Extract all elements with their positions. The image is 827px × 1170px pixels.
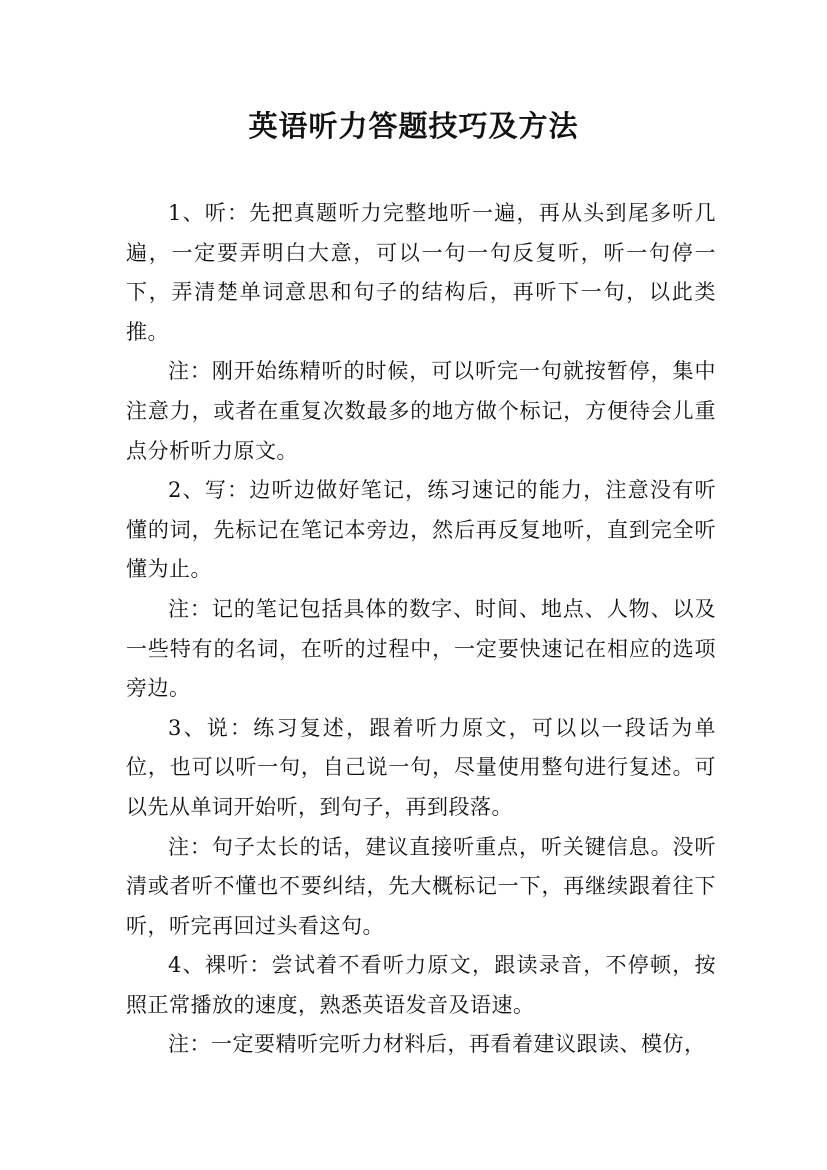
- paragraph-write: 2、写：边听边做好笔记，练习速记的能力，注意没有听懂的词，先标记在笔记本旁边，然后再反复地听，直到完全听懂为止。: [126, 478, 716, 582]
- paragraph-speak: 3、说：练习复述，跟着听力原文，可以以一段话为单位，也可以听一句，自己说一句，尽量使用整句进行复述。可以先从单词开始听，到句子，再到段落。: [126, 715, 716, 819]
- paragraph-listen: 1、听：先把真题听力完整地听一遍，再从头到尾多听几遍，一定要弄明白大意，可以一句一句反复听，听一句停一下，弄清楚单词意思和句子的结构后，再听下一句，以此类推。: [126, 201, 716, 344]
- document-body: [126, 194, 716, 1065]
- paragraph-speak-note: 注：句子太长的话，建议直接听重点，听关键信息。没听清或者听不懂也不要纠结，先大概标记一下，再继续跟着往下听，听完再回过头看这句。: [126, 834, 716, 938]
- document-title: 英语听力答题技巧及方法: [248, 109, 579, 143]
- paragraph-write-note: 注：记的笔记包括具体的数字、时间、地点、人物、以及一些特有的名词，在听的过程中，一定要快速记在相应的选项旁边。: [126, 596, 716, 701]
- paragraph-bare-listen: 4、裸听：尝试着不看听力原文，跟读录音，不停顿，按照正常播放的速度，熟悉英语发音及语速。: [126, 953, 716, 1017]
- paragraph-listen-note: 注：刚开始练精听的时候，可以听完一句就按暂停，集中注意力，或者在重复次数最多的地方做个标记，方便待会儿重点分析听力原文。: [126, 359, 716, 463]
- paragraph-bare-listen-note: 注：一定要精听完听力材料后，再看着建议跟读、模仿，: [168, 1032, 706, 1057]
